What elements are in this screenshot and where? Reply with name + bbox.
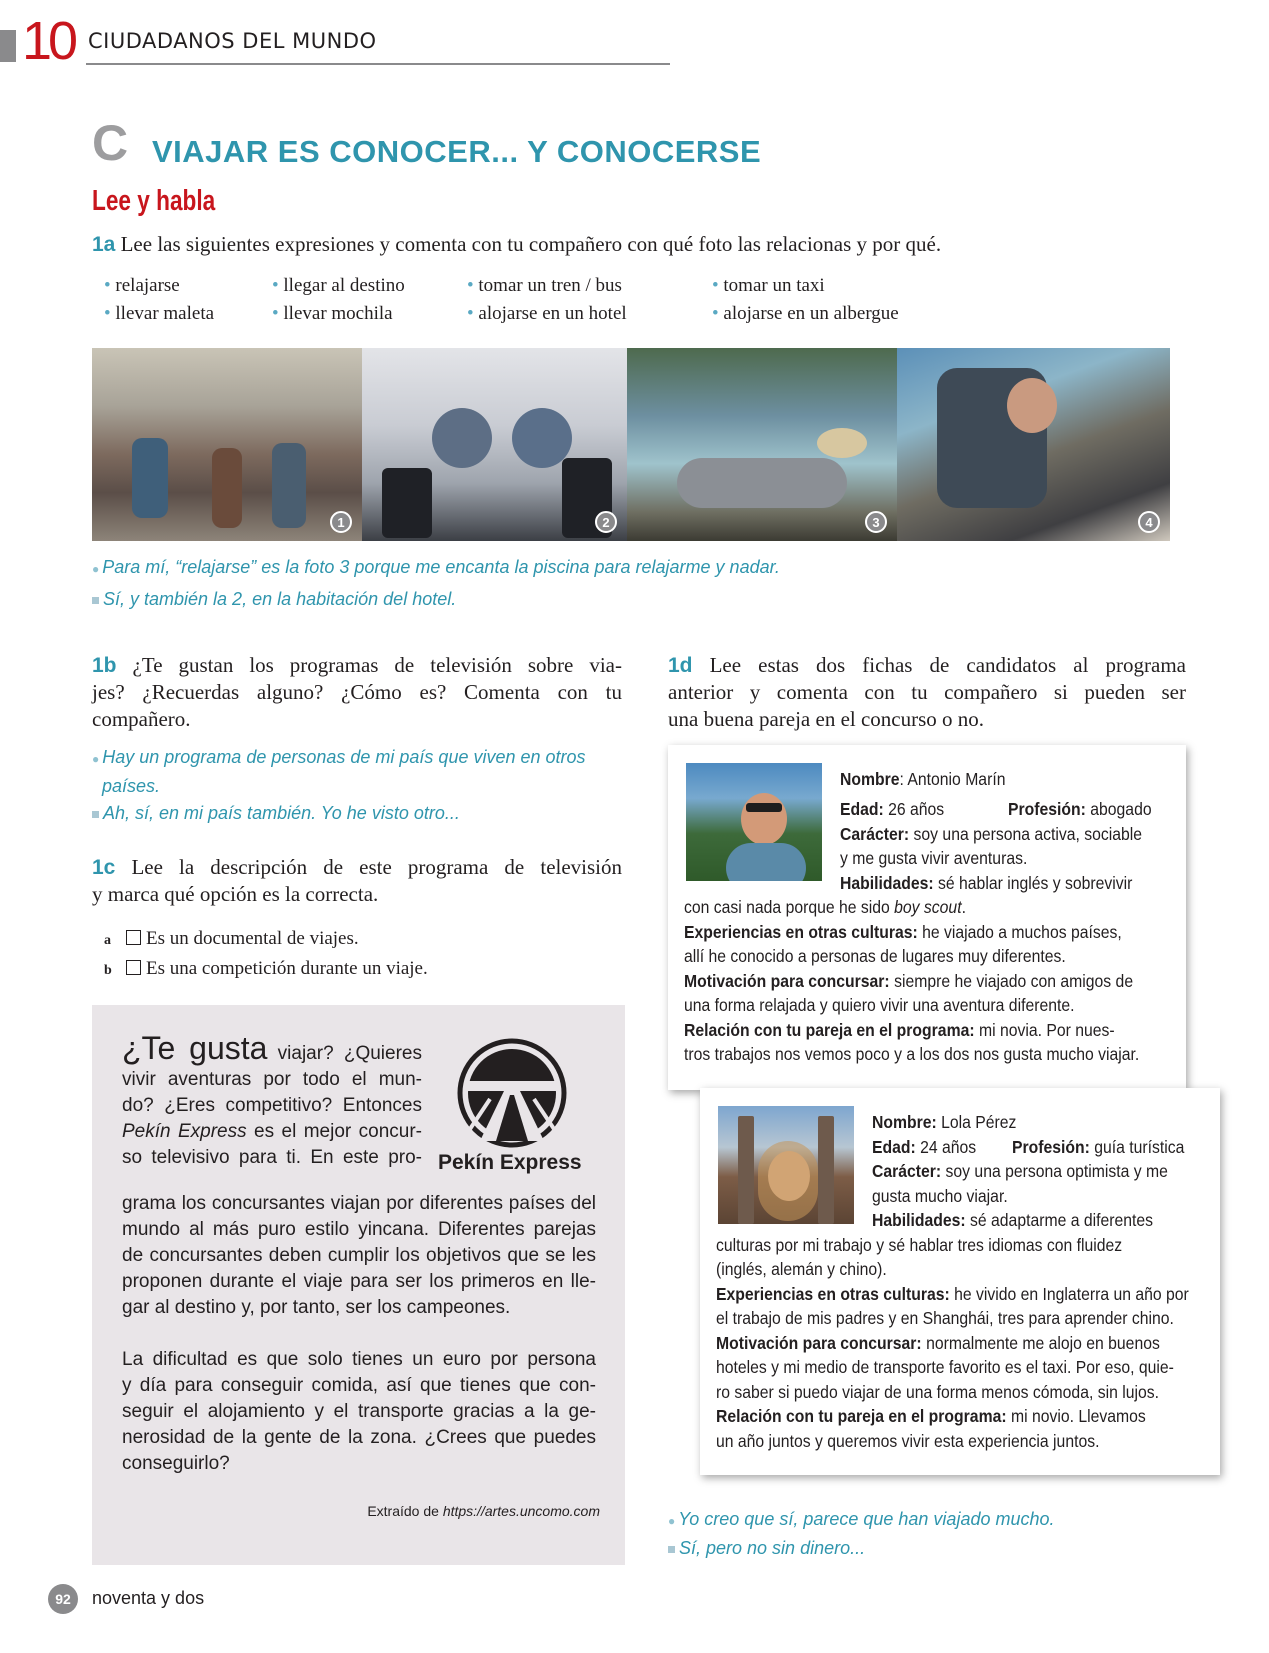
expression-column [104,272,214,328]
exercise-text-line: jes? ¿Recuerdas alguno? ¿Cómo es? Comenta con tu [92,680,622,704]
expression-item: • tomar un tren / bus [467,272,627,300]
field-value: sé adaptarme a diferentes [965,1210,1154,1230]
field-label: Relación con tu pareja en el programa: [684,1020,975,1040]
field-value: tros trabajos nos vemos poco y a los dos nos gusta mucho viajar. [684,1044,1140,1064]
field-value: 24 años [915,1137,977,1157]
expression-item: • llegar al destino [272,272,405,300]
program-line: conseguirlo? [122,1453,230,1474]
expression-column [467,272,627,328]
candidate-card-lola [700,1088,1220,1475]
dialog-bullet-icon: ● [92,562,100,576]
field-value: soy una persona activa, sociable [909,824,1143,844]
field-value: ro saber si puedo viajar de una forma menos cómoda, sin lujos. [716,1382,1159,1402]
photo-number-badge: 4 [1138,511,1160,533]
program-line: es el mejor concur- [246,1121,423,1142]
field-value: hoteles y mi medio de transporte favorito es el taxi. Por eso, quie- [716,1357,1174,1377]
field-label: Nombre: [872,1112,937,1132]
unit-title: CIUDADANOS DEL MUNDO [88,29,377,53]
expression-item: • alojarse en un albergue [712,300,899,328]
field-value: normalmente me alojo en buenos [921,1333,1160,1353]
exercise-text-line: Lee estas dos fichas de candidatos al programa [709,653,1186,677]
expression-item: • alojarse en un hotel [467,300,627,328]
field-value: . [961,897,966,917]
option-text: Es un documental de viajes. [146,928,359,949]
field-value: siempre he viajado con amigos de [889,971,1134,991]
exercise-1a-instruction [92,232,1242,257]
photo-strip [92,348,1170,541]
field-value: Lola Pérez [936,1112,1017,1132]
program-intro [122,1030,423,1171]
program-body [122,1191,596,1321]
photo-hotel-room [362,348,627,541]
field-value: mi novia. Por nues- [974,1020,1115,1040]
field-label: Experiencias en otras culturas: [684,922,918,942]
field-value: soy una persona optimista y me [941,1161,1168,1181]
photo-pool-relaxing [627,348,897,541]
field-label: Habilidades: [840,873,934,893]
dialog-bullet-icon: ● [668,1514,676,1528]
field-label: Motivación para concursar: [716,1333,922,1353]
exercise-text-line: ¿Te gustan los programas de televisión sobre via- [132,653,622,677]
photo-number-badge: 2 [595,511,617,533]
exercise-number: 1b [92,654,117,677]
option-a[interactable] [104,925,428,955]
field-label: Relación con tu pareja en el programa: [716,1406,1007,1426]
field-label: Profesión: [1008,799,1086,819]
option-text: Es una competición durante un viaje. [146,958,428,979]
field-value: boy scout [894,897,962,917]
dialog-square-icon [92,811,99,818]
expression-column [712,272,899,328]
field-value: gusta mucho viajar. [872,1186,1008,1206]
exercise-text-line: una buena pareja en el concurso o no. [668,707,985,731]
program-line: grama los concursantes viajan por diferentes países del [122,1193,596,1214]
field-value: : Antonio Marín [899,769,1006,789]
source-link[interactable]: https://artes.uncomo.com [442,1503,600,1519]
page-number: 92 [48,1584,78,1614]
candidate-card-antonio [668,745,1186,1090]
exercise-text-line: Lee la descripción de este programa de televisión [131,855,623,879]
dialog-line: Hay un programa de personas de mi país que viven en otros [102,747,586,767]
expression-item: • llevar mochila [272,300,405,328]
photo-street-backpackers [92,348,362,541]
option-letter: a [104,933,111,948]
field-label: Carácter: [872,1161,942,1181]
expression-item: • tomar un taxi [712,272,899,300]
field-label: Profesión: [1012,1137,1090,1157]
program-line: vivir aventuras por todo el mun- [122,1069,422,1090]
program-line: mundo al más puro estilo yincana. Diferentes parejas [122,1219,596,1240]
unit-color-block [0,30,16,62]
dialog-1d [668,1506,1055,1562]
program-line: so televisivo para ti. En este pro- [122,1147,422,1168]
field-value: he vivido en Inglaterra un año por [949,1284,1189,1304]
section-letter: C [92,115,129,171]
program-line: proponen durante el viaje para ser los primeros en lle- [122,1271,596,1292]
exercise-1b-instruction [92,652,622,733]
option-checkbox[interactable] [126,930,141,945]
field-value: (inglés, alemán y chino). [716,1259,887,1279]
field-value: culturas por mi trabajo y sé hablar tres idiomas con fluidez [716,1235,1123,1255]
dialog-line: Ah, sí, en mi país también. Yo he visto otro... [103,803,460,823]
field-label: Edad: [872,1137,916,1157]
exercise-1c-instruction [92,854,622,908]
program-line: La dificultad es que solo tienes un euro por persona [122,1349,596,1370]
exercise-number: 1c [92,856,116,879]
section-subtitle: Lee y habla [92,185,216,217]
program-line: gar al destino y, por tanto, ser los campeones. [122,1297,511,1318]
expression-item: • llevar maleta [104,300,214,328]
field-value: abogado [1085,799,1152,819]
field-value: un año juntos y queremos vivir esta experiencia juntos. [716,1431,1100,1451]
field-value: el trabajo de mis padres y en Shanghái, tres para aprender chino. [716,1308,1174,1328]
pekin-express-logo-text: Pekín Express [438,1151,582,1174]
unit-number: 10 [22,11,75,71]
field-value: guía turística [1089,1137,1185,1157]
photo-ticket-counter [897,348,1170,541]
program-line: viajar? ¿Quieres [267,1043,422,1064]
field-label: Motivación para concursar: [684,971,890,991]
program-line: de concursantes deben cumplir los objetivos que se les [122,1245,596,1266]
program-big-heading: ¿Te gusta [122,1030,268,1066]
source-prefix: Extraído de [367,1503,443,1519]
source-citation [367,1503,600,1519]
dialog-line: Sí, y también la 2, en la habitación del hotel. [103,589,457,609]
exercise-text: Lee las siguientes expresiones y comenta con tu compañero con qué foto las relacionas y por qué. [120,232,942,256]
photo-number-badge: 3 [865,511,887,533]
exercise-1c-options [104,925,428,985]
option-checkbox[interactable] [126,960,141,975]
field-label: Edad: [840,799,884,819]
candidate-photo-antonio [686,763,822,881]
dialog-1b [92,744,586,827]
option-letter: b [104,963,112,978]
field-value: 26 años [883,799,945,819]
dialog-line: Para mí, “relajarse” es la foto 3 porque me encanta la piscina para relajarme y nadar. [102,557,780,577]
exercise-text-line: compañero. [92,707,191,731]
option-b[interactable] [104,955,428,985]
field-value: allí he conocido a personas de lugares muy diferentes. [684,946,1066,966]
dialog-square-icon [92,597,99,604]
dialog-line: Sí, pero no sin dinero... [679,1538,866,1558]
field-label: Nombre [840,769,900,789]
dialog-line: Yo creo que sí, parece que han viajado mucho. [678,1509,1055,1529]
page-number-words: noventa y dos [92,1588,205,1608]
expression-item: • relajarse [104,272,214,300]
exercise-number: 1a [92,233,116,256]
program-description-box [92,1005,625,1565]
exercise-text-line: y marca qué opción es la correcta. [92,882,379,906]
field-value: he viajado a muchos países, [917,922,1122,942]
dialog-line: países. [102,776,161,796]
header-rule [86,63,670,65]
exercise-number: 1d [668,654,693,677]
photo-number-badge: 1 [330,511,352,533]
field-label: Carácter: [840,824,910,844]
pekin-express-logo-icon [456,1037,568,1149]
field-label: Experiencias en otras culturas: [716,1284,950,1304]
field-value: sé hablar inglés y sobrevivir [933,873,1133,893]
field-label: Habilidades: [872,1210,966,1230]
program-body-2 [122,1347,596,1477]
field-value: y me gusta vivir aventuras. [840,848,1028,868]
program-line: seguir el alojamiento y el transporte gracias a la ge- [122,1401,596,1422]
field-value: con casi nada porque he sido [684,897,895,917]
program-line: nerosidad de la gente de la zona. ¿Crees que puedes [122,1427,596,1448]
section-title: VIAJAR ES CONOCER... Y CONOCERSE [152,134,762,169]
program-line: do? ¿Eres competitivo? Entonces [122,1095,422,1116]
dialog-bullet-icon: ● [92,752,100,766]
program-line: y día para conseguir comida, así que tienes que con- [122,1375,596,1396]
field-value: una forma relajada y quiero vivir una aventura diferente. [684,995,1075,1015]
exercise-text-line: anterior y comenta con tu compañero si pueden ser [668,680,1186,704]
candidate-photo-lola [718,1106,854,1224]
program-name: Pekín Express [122,1121,247,1142]
expression-column [272,272,405,328]
dialog-1a [92,554,780,613]
field-value: mi novio. Llevamos [1006,1406,1146,1426]
exercise-1d-instruction [668,652,1186,733]
dialog-square-icon [668,1546,675,1553]
